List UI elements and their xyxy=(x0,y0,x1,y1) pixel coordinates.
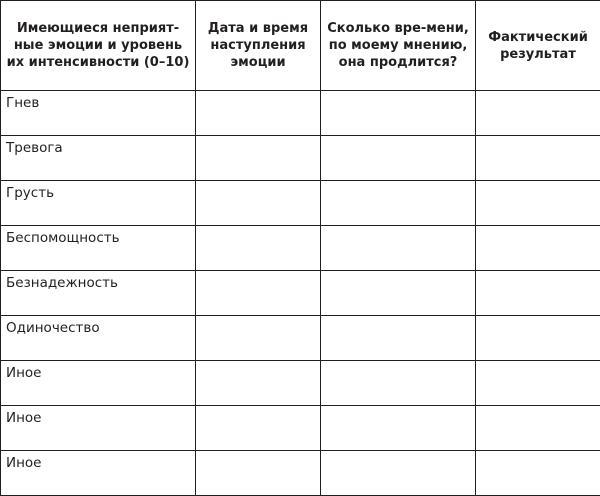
datetime-cell[interactable] xyxy=(196,91,321,136)
actual-result-cell[interactable] xyxy=(476,406,600,451)
expected-duration-cell[interactable] xyxy=(321,226,476,271)
table-row xyxy=(1,136,600,181)
actual-result-cell[interactable] xyxy=(476,226,600,271)
table-row xyxy=(1,226,600,271)
header-row xyxy=(1,1,600,91)
actual-result-cell[interactable] xyxy=(476,136,600,181)
actual-result-cell[interactable] xyxy=(476,181,600,226)
emotion-cell xyxy=(1,136,196,181)
actual-result-cell[interactable] xyxy=(476,316,600,361)
emotion-label: Иное xyxy=(1,406,195,426)
datetime-cell[interactable] xyxy=(196,406,321,451)
table-row xyxy=(1,91,600,136)
expected-duration-cell[interactable] xyxy=(321,361,476,406)
emotion-label: Иное xyxy=(1,451,195,471)
expected-duration-cell[interactable] xyxy=(321,136,476,181)
header-datetime: Дата и время наступления эмоции xyxy=(196,1,321,91)
actual-result-cell[interactable] xyxy=(476,91,600,136)
actual-result-cell[interactable] xyxy=(476,271,600,316)
expected-duration-cell[interactable] xyxy=(321,406,476,451)
table-row xyxy=(1,316,600,361)
header-emotions: Имеющиеся неприят-ные эмоции и уровень их интенсивности (0–10) xyxy=(1,1,196,91)
datetime-cell[interactable] xyxy=(196,361,321,406)
emotion-label: Иное xyxy=(1,361,195,381)
emotion-cell xyxy=(1,406,196,451)
emotion-label: Беспомощность xyxy=(1,226,195,246)
emotion-label: Безнадежность xyxy=(1,271,195,291)
emotion-label: Грусть xyxy=(1,181,195,201)
datetime-cell[interactable] xyxy=(196,181,321,226)
datetime-cell[interactable] xyxy=(196,316,321,361)
table-row xyxy=(1,361,600,406)
expected-duration-cell[interactable] xyxy=(321,451,476,496)
emotion-cell xyxy=(1,361,196,406)
datetime-cell[interactable] xyxy=(196,226,321,271)
expected-duration-cell[interactable] xyxy=(321,316,476,361)
expected-duration-cell[interactable] xyxy=(321,91,476,136)
emotion-cell xyxy=(1,91,196,136)
actual-result-cell[interactable] xyxy=(476,451,600,496)
table-row xyxy=(1,451,600,496)
expected-duration-cell[interactable] xyxy=(321,181,476,226)
emotion-label: Гнев xyxy=(1,91,195,111)
header-expected-duration: Сколько вре-мени, по моему мнению, она продлится? xyxy=(321,1,476,91)
emotion-cell xyxy=(1,316,196,361)
table-row xyxy=(1,271,600,316)
table-row xyxy=(1,181,600,226)
emotion-label: Тревога xyxy=(1,136,195,156)
datetime-cell[interactable] xyxy=(196,136,321,181)
expected-duration-cell[interactable] xyxy=(321,271,476,316)
emotion-label: Одиночество xyxy=(1,316,195,336)
actual-result-cell[interactable] xyxy=(476,361,600,406)
datetime-cell[interactable] xyxy=(196,451,321,496)
datetime-cell[interactable] xyxy=(196,271,321,316)
emotion-cell xyxy=(1,226,196,271)
emotion-cell xyxy=(1,451,196,496)
emotion-cell xyxy=(1,271,196,316)
header-actual-result: Фактический результат xyxy=(476,1,600,91)
emotion-cell xyxy=(1,181,196,226)
table-row xyxy=(1,406,600,451)
